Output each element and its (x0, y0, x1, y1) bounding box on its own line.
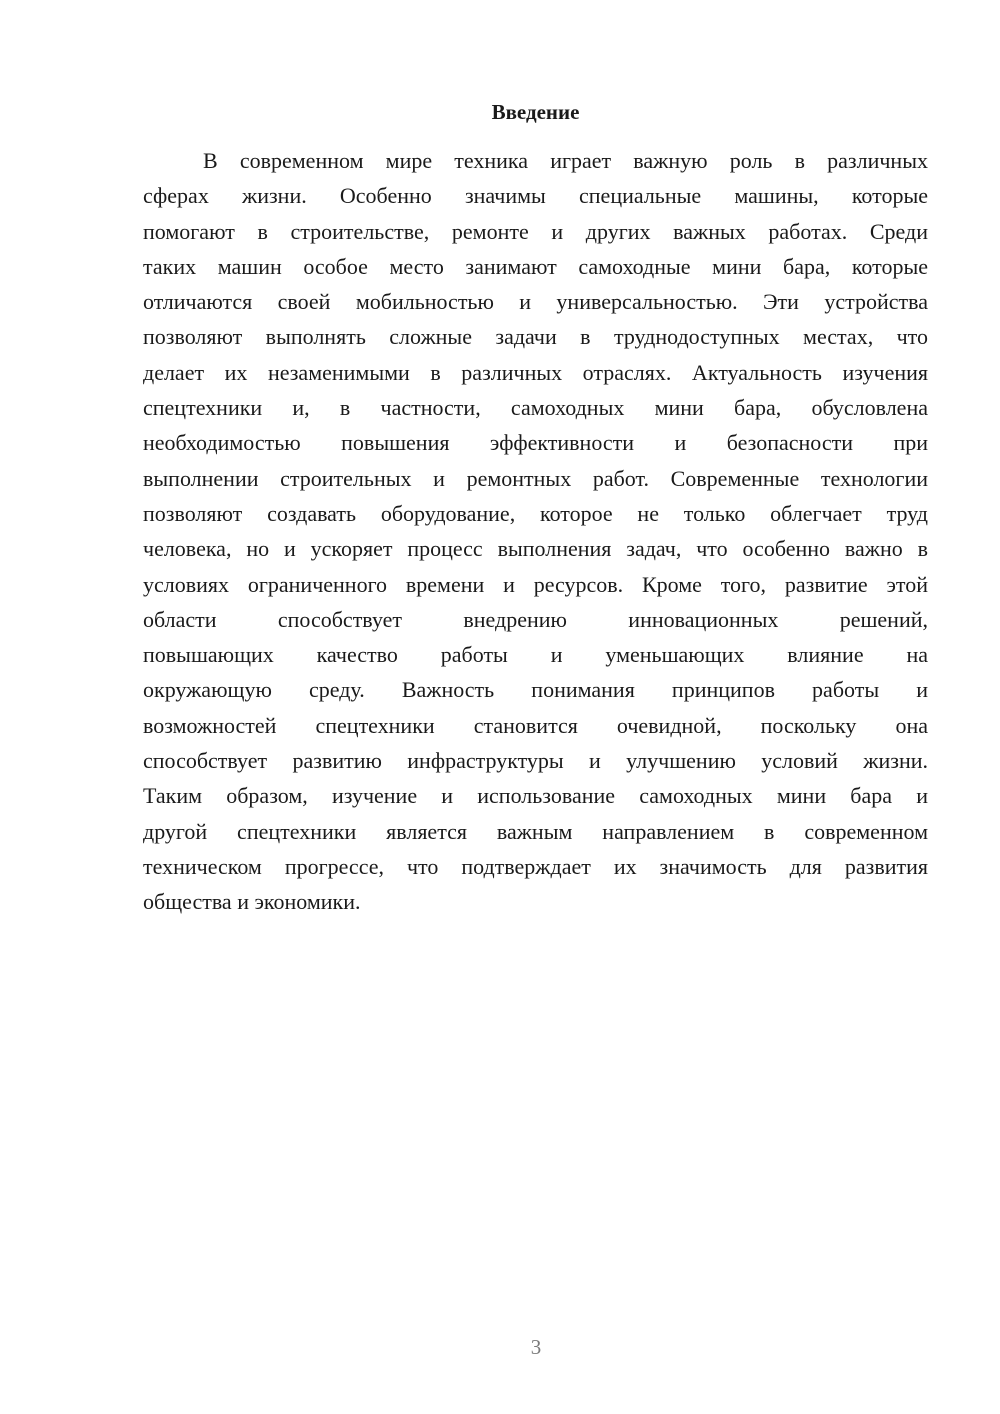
paragraph-line: условиях ограниченного времени и ресурсов. Кроме того, развитие этой (143, 571, 928, 597)
paragraph-line: помогают в строительстве, ремонте и других важных работах. Среди (143, 218, 928, 244)
paragraph-line: выполнении строительных и ремонтных работ. Современные технологии (143, 465, 928, 491)
paragraph-line: другой спецтехники является важным направлением в современном (143, 818, 928, 844)
introduction-paragraph (143, 143, 928, 920)
paragraph-line: повышающих качество работы и уменьшающих влияние на (143, 642, 928, 668)
paragraph-line: человека, но и ускоряет процесс выполнения задач, что особенно важно в (143, 536, 928, 562)
paragraph-line: таких машин особое место занимают самоходные мини бара, которые (143, 253, 928, 279)
paragraph-line: необходимостью повышения эффективности и безопасности при (143, 430, 928, 456)
paragraph-line: делает их незаменимыми в различных отраслях. Актуальность изучения (143, 359, 928, 385)
paragraph-line: позволяют выполнять сложные задачи в труднодоступных местах, что (143, 324, 928, 350)
paragraph-line: области способствует внедрению инновационных решений, (143, 606, 928, 632)
paragraph-line: общества и экономики. (143, 889, 361, 915)
paragraph-line: возможностей спецтехники становится очевидной, поскольку она (143, 712, 928, 738)
paragraph-line: способствует развитию инфраструктуры и улучшению условий жизни. (143, 748, 928, 774)
paragraph-line: окружающую среду. Важность понимания принципов работы и (143, 677, 928, 703)
section-heading: Введение (491, 100, 580, 124)
paragraph-line: В современном мире техника играет важную роль в различных (203, 148, 928, 173)
paragraph-line: техническом прогрессе, что подтверждает их значимость для развития (143, 853, 928, 879)
paragraph-line: сферах жизни. Особенно значимы специальные машины, которые (143, 183, 928, 209)
paragraph-line: позволяют создавать оборудование, которое не только облегчает труд (143, 500, 928, 526)
paragraph-line: спецтехники и, в частности, самоходных мини бара, обусловлена (143, 395, 928, 421)
paragraph-line: Таким образом, изучение и использование самоходных мини бара и (143, 783, 928, 809)
page-number: 3 (530, 1335, 542, 1359)
paragraph-line: отличаются своей мобильностью и универсальностью. Эти устройства (143, 289, 928, 315)
